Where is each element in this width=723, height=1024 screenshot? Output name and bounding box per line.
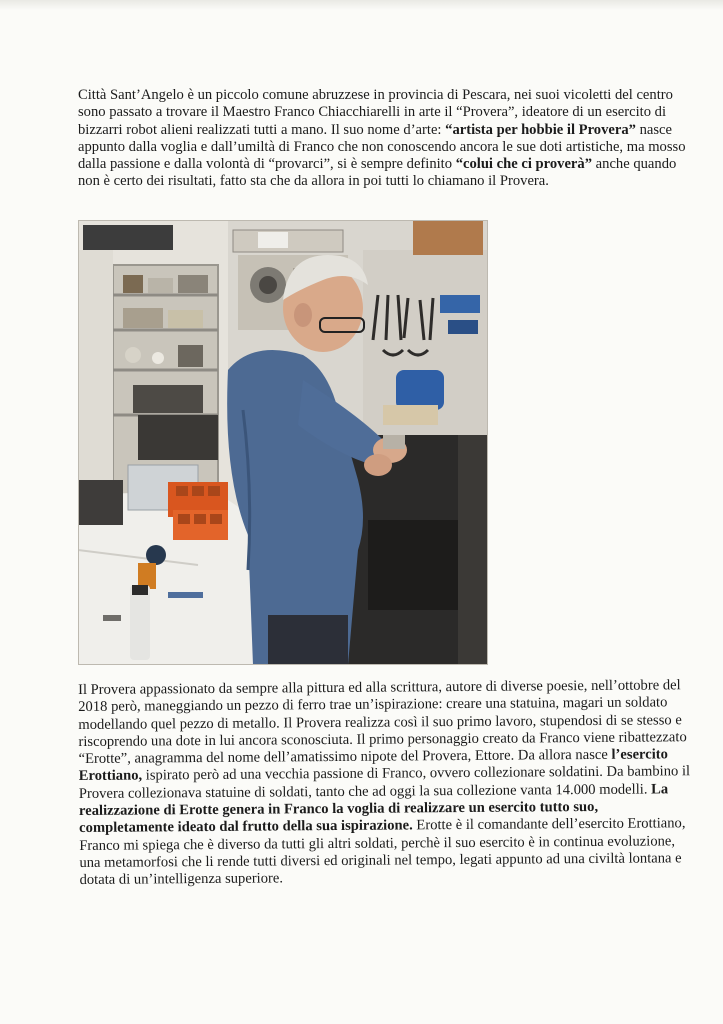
bold-text-run: “colui che ci proverà” — [455, 156, 593, 173]
bold-text-run: l’esercito Erottiano, — [78, 746, 668, 785]
text-run: Erotte è il comandante dell’esercito Erottiano, Franco mi spiega che è diverso da tutti gli altri soldati, perchè il suo esercito è in continua evoluzione, una metamorfosi che li rende tutti diversi ed originali nel tempo, legati appunto ad una civiltà lontana e dotata di un’intelligenza superiore. — [79, 815, 686, 889]
bold-text-run: “artista per hobbie il Provera” — [445, 121, 636, 138]
bold-text-run: La realizzazione di Erotte genera in Franco la voglia di realizzare un esercito tutto suo, completamente ideato dal frutto della sua ispirazione. — [78, 781, 669, 837]
text-run: Città Sant’Angelo è un piccolo comune abruzzese in provincia di Pescara, nei suoi vicoletti del centro sono passato a trovare il Maestro Franco Chiacchiarelli in arte il “Provera”, ideatore di un esercito di bizzarri robot alieni realizzati tutti a mano. Il suo nome d’arte: — [78, 87, 673, 138]
body-paragraph — [78, 677, 696, 889]
scan-top-edge — [0, 0, 723, 10]
text-run: anche quando non è certo dei risultati, fatto sta che da allora in poi tutti lo chiamano il Provera. — [78, 156, 677, 190]
workshop-photo — [78, 220, 488, 665]
text-run: ispirato però ad una vecchia passione di Franco, ovvero collezionare soldatini. Da bambino il Provera collezionava statuine di soldati, tanto che ad oggi la sua collezione vanta 14.000 modelli. — [78, 763, 691, 802]
intro-paragraph — [78, 87, 694, 191]
text-run: Il Provera appassionato da sempre alla pittura ed alla scrittura, autore di diverse poesie, nell’ottobre del 2018 però, maneggiando un pezzo di ferro trae un’ispirazione: creare una statuina, magari un soldato modellando quel pezzo di metallo. Il Provera realizza così il suo primo lavoro, stupendosi di se stesso e riscoprendo una dote in lui ancora sconosciuta. Il primo personaggio creato da Franco viene ribattezzato “Erotte”, anagramma del nome dell’amatissimo nipote del Provera, Ettore. Da allora nasce — [78, 677, 687, 768]
text-run: nasce appunto dalla voglia e dall’umiltà di Franco che non conoscendo ancora le sue doti artistiche, ma mosso dalla passione e dalla volontà di “provarci”, si è sempre definito — [78, 121, 686, 173]
